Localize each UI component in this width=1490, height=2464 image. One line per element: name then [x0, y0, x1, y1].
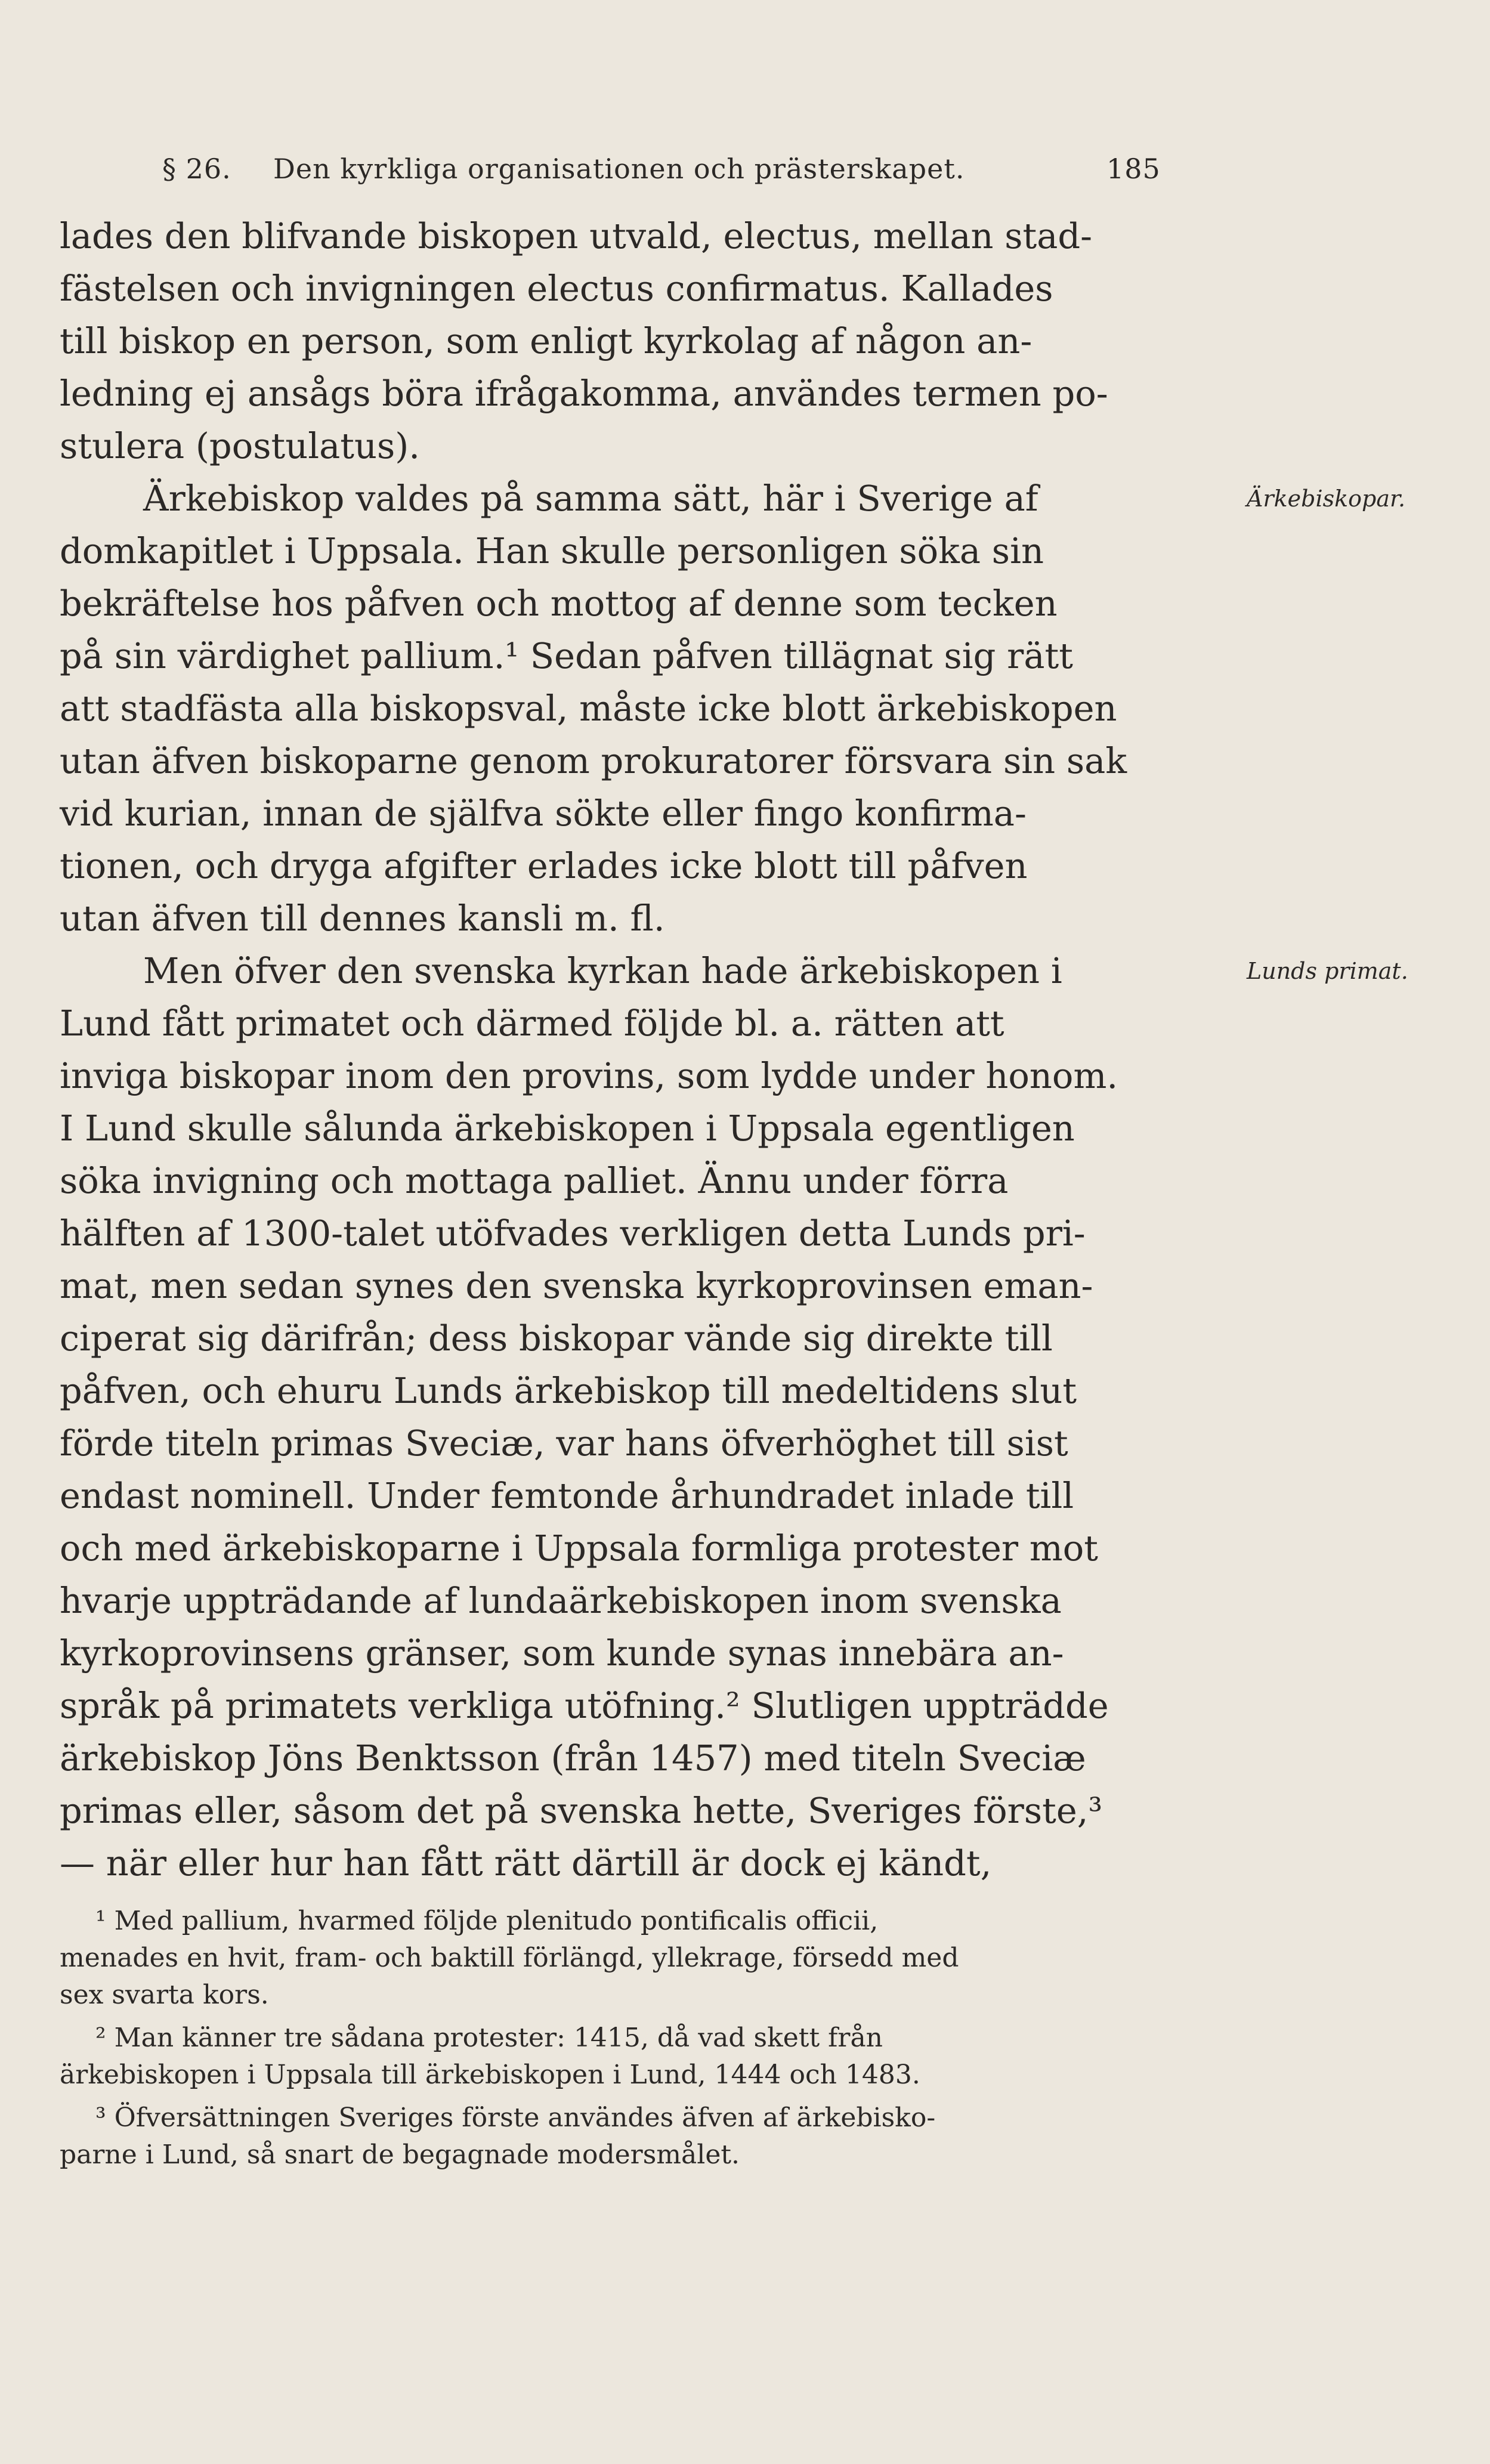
text-line: endast nominell. Under femtonde århundradet inlade till [60, 1475, 1074, 1516]
text-line: — när eller hur han fått rätt därtill är dock ej kändt, [60, 1842, 992, 1884]
text-line: att stadfästa alla biskopsval, måste icke blott ärkebiskopen [60, 688, 1117, 729]
text-line: till biskop en person, som enligt kyrkolag af någon an- [60, 320, 1033, 361]
text-line: utan äfven till dennes kansli m. fl. [60, 898, 665, 939]
text-line: mat, men sedan synes den svenska kyrkoprovinsen eman- [60, 1265, 1093, 1306]
text-line: inviga biskopar inom den provins, som lydde under honom. [60, 1055, 1118, 1096]
text-line: utan äfven biskoparne genom prokuratorer försvara sin sak [60, 740, 1127, 781]
footnote-line: parne i Lund, så snart de begagnade modersmålet. [60, 2140, 740, 2170]
text-line: kyrkoprovinsens gränser, som kunde synas innebära an- [60, 1633, 1064, 1674]
footnote-line: menades en hvit, fram- och baktill förlängd, yllekrage, försedd med [60, 1943, 959, 1973]
text-line: Ärkebiskop valdes på samma sätt, här i Sverige af [143, 478, 1038, 519]
text-line: ciperat sig därifrån; dess biskopar vände sig direkte till [60, 1318, 1053, 1359]
text-line: hvarje uppträdande af lundaärkebiskopen inom svenska [60, 1580, 1062, 1621]
text-line: stulera (postulatus). [60, 425, 421, 466]
text-line: söka invigning och mottaga palliet. Ännu under förra [60, 1160, 1009, 1201]
text-line: ärkebiskop Jöns Benktsson (från 1457) med titeln Sveciæ [60, 1738, 1086, 1779]
section-number: § 26. [162, 153, 231, 185]
footnote-line: ärkebiskopen i Uppsala till ärkebiskopen i Lund, 1444 och 1483. [60, 2060, 920, 2090]
text-line: ledning ej ansågs böra ifrågakomma, användes termen po- [60, 373, 1108, 414]
footnote-line: ¹ Med pallium, hvarmed följde plenitudo pontificalis officii, [95, 1906, 879, 1936]
text-line: påfven, och ehuru Lunds ärkebiskop till medeltidens slut [60, 1370, 1077, 1411]
running-title: Den kyrkliga organisationen och prästerskapet. [273, 153, 965, 185]
text-line: förde titeln primas Sveciæ, var hans öfverhöghet till sist [60, 1423, 1068, 1464]
margin-note: Ärkebiskopar. [1247, 486, 1406, 512]
margin-note: Lunds primat. [1247, 958, 1408, 984]
text-line: hälften af 1300-talet utöfvades verkligen detta Lunds pri- [60, 1213, 1086, 1254]
text-line: fästelsen och invigningen electus confirmatus. Kallades [60, 268, 1053, 309]
text-line: Men öfver den svenska kyrkan hade ärkebiskopen i [143, 950, 1062, 991]
text-line: tionen, och dryga afgifter erlades icke blott till påfven [60, 845, 1028, 886]
text-line: och med ärkebiskoparne i Uppsala formliga protester mot [60, 1528, 1098, 1569]
footnote-line: ² Man känner tre sådana protester: 1415, då vad skett från [95, 2023, 883, 2053]
page-number: 185 [1106, 153, 1161, 185]
text-line: Lund fått primatet och därmed följde bl. a. rätten att [60, 1003, 1004, 1044]
text-line: på sin värdighet pallium.¹ Sedan påfven tillägnat sig rätt [60, 635, 1073, 676]
text-line: primas eller, såsom det på svenska hette, Sveriges förste,³ [60, 1790, 1103, 1831]
text-line: bekräftelse hos påfven och mottog af denne som tecken [60, 583, 1058, 624]
footnote-line: ³ Öfversättningen Sveriges förste användes äfven af ärkebisko- [95, 2103, 936, 2133]
text-line: språk på primatets verkliga utöfning.² Slutligen uppträdde [60, 1685, 1109, 1726]
running-header [0, 153, 1490, 194]
text-line: vid kurian, innan de själfva sökte eller fingo konfirma- [60, 793, 1027, 834]
footnote-line: sex svarta kors. [60, 1980, 269, 2010]
text-line: domkapitlet i Uppsala. Han skulle personligen söka sin [60, 530, 1044, 571]
text-line: lades den blifvande biskopen utvald, electus, mellan stad- [60, 215, 1093, 256]
text-line: I Lund skulle sålunda ärkebiskopen i Uppsala egentligen [60, 1108, 1075, 1149]
